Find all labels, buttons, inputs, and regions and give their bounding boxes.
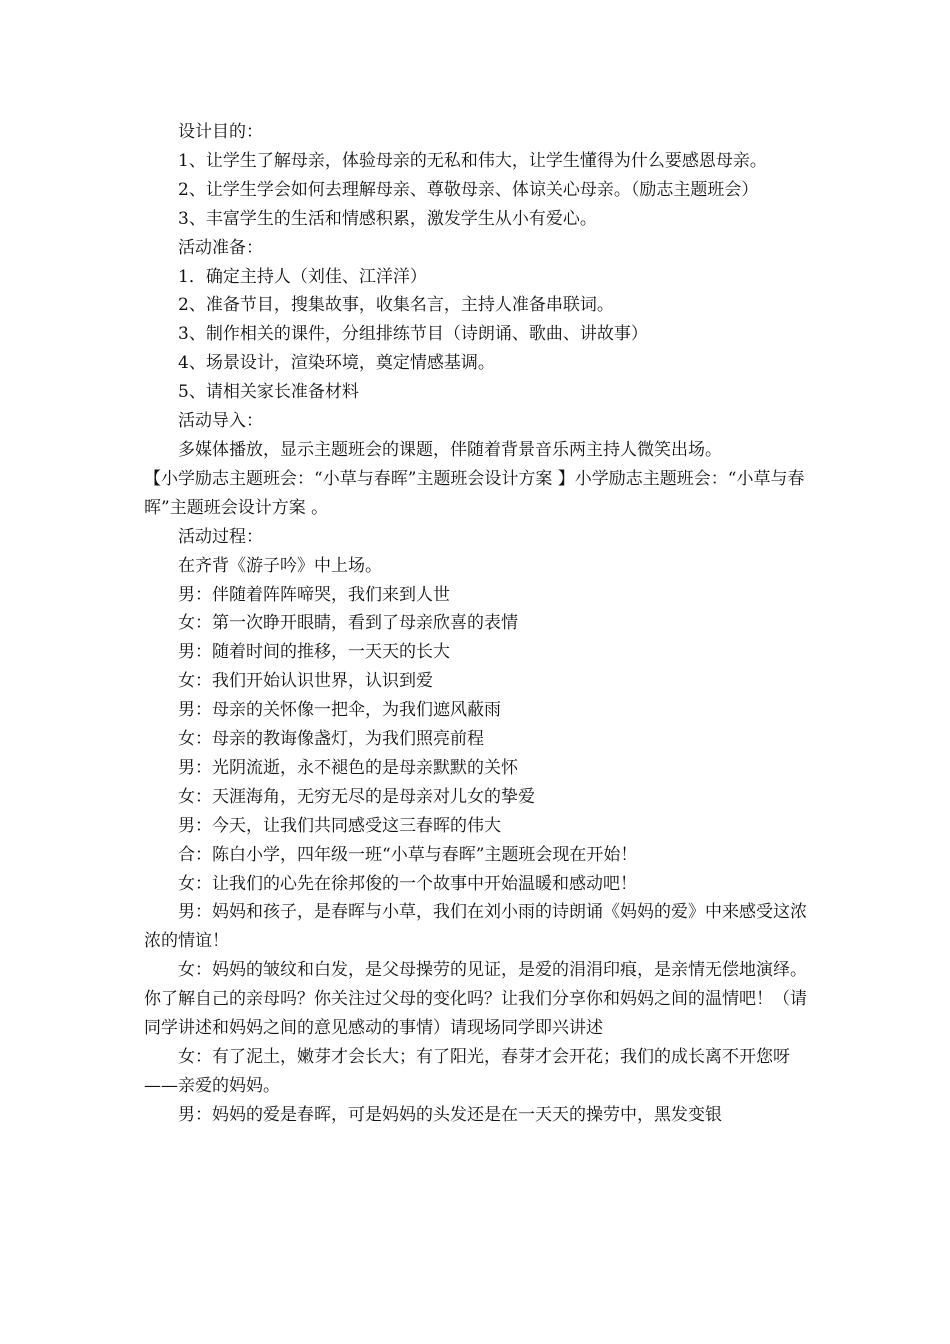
process-line: 男：随着时间的推移，一天天的长大 [178, 642, 450, 663]
process-paragraph: 男：妈妈和孩子，是春晖与小草，我们在刘小雨的诗朗诵《妈妈的爱》中来感受这浓浓的情谊！ [144, 902, 807, 952]
purpose-item-1: 1、让学生了解母亲，体验母亲的无私和伟大，让学生懂得为什么要感恩母亲。 [178, 150, 767, 171]
process-line: 男：伴随着阵阵啼哭，我们来到人世 [178, 584, 450, 605]
preparation-item-3: 3、制作相关的课件，分组排练节目（诗朗诵、歌曲、讲故事） [178, 324, 648, 345]
preparation-item-5: 5、请相关家长准备材料 [178, 382, 359, 403]
process-line: 女：母亲的教诲像盏灯，为我们照亮前程 [178, 729, 484, 750]
introduction-text: 多媒体播放，显示主题班会的课题，伴随着背景音乐两主持人微笑出场。 [178, 439, 722, 460]
heading-activity-preparation: 活动准备： [178, 237, 263, 258]
preparation-item-2: 2、准备节目，搜集故事，收集名言，主持人准备串联词。 [178, 295, 614, 316]
process-line: 在齐背《游子吟》中上场。 [178, 555, 382, 576]
process-line: 女：天涯海角，无穷无尽的是母亲对儿女的挚爱 [178, 786, 535, 807]
heading-activity-introduction: 活动导入： [178, 411, 263, 432]
purpose-item-2: 2、让学生学会如何去理解母亲、尊敬母亲、体谅关心母亲。（励志主题班会） [178, 179, 759, 200]
process-line: 女：第一次睁开眼睛，看到了母亲欣喜的表情 [178, 613, 518, 634]
process-paragraph: 女：妈妈的皱纹和白发，是父母操劳的见证，是爱的涓涓印痕，是亲情无偿地演绎。你了解自己的亲母吗？你关注过父母的变化吗？让我们分享你和妈妈之间的温情吧！（请同学讲述和妈妈之间的意见感动的事情）请现场同学即兴讲述 [144, 960, 807, 1039]
process-paragraph: 女：有了泥土，嫩芽才会长大；有了阳光，春芽才会开花；我们的成长离不开您呀——亲爱的妈妈。 [144, 1047, 790, 1096]
heading-design-purpose: 设计目的： [178, 122, 263, 142]
process-line: 男：母亲的关怀像一把伞，为我们遮风蔽雨 [178, 700, 501, 721]
heading-activity-process: 活动过程： [178, 526, 263, 547]
process-line: 男：光阴流逝，永不褪色的是母亲默默的关怀 [178, 757, 518, 778]
preparation-item-1: 1．确定主持人（刘佳、江洋洋） [178, 266, 427, 287]
process-line: 男：今天，让我们共同感受这三春晖的伟大 [178, 815, 501, 836]
preparation-item-4: 4、场景设计，渲染环境，奠定情感基调。 [178, 353, 495, 374]
process-line: 女：让我们的心先在徐邦俊的一个故事中开始温暖和感动吧！ [178, 873, 637, 894]
process-paragraph: 男：妈妈的爱是春晖，可是妈妈的头发还是在一天天的操劳中，黑发变银 [178, 1104, 722, 1125]
title-banner: 【小学励志主题班会：“小草与春晖”主题班会设计方案 】小学励志主题班会：“小草与春晖”主题班会设计方案 。 [144, 468, 805, 518]
document-page [144, 118, 810, 1130]
process-line: 合：陈白小学，四年级一班“小草与春晖”主题班会现在开始！ [178, 844, 638, 865]
process-line: 女：我们开始认识世界，认识到爱 [178, 671, 433, 692]
purpose-item-3: 3、丰富学生的生活和情感积累，激发学生从小有爱心。 [178, 208, 597, 229]
